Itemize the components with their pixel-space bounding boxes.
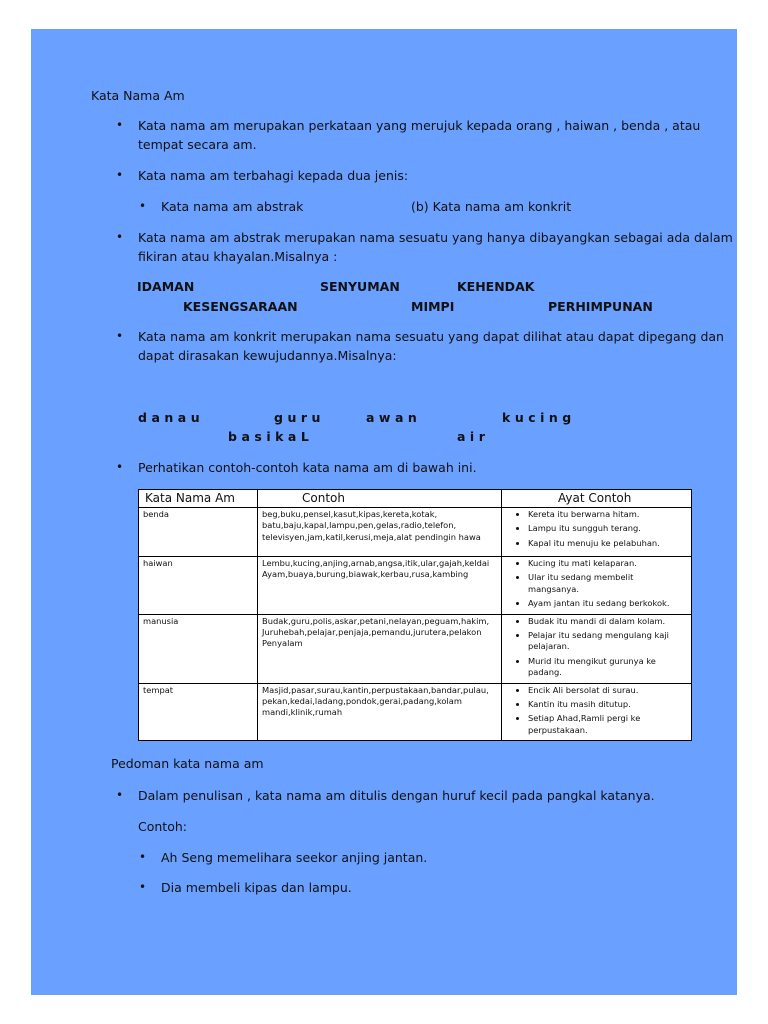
list-item: • Kantin itu masih ditutup. — [528, 699, 687, 710]
konkrit-word: awan — [366, 410, 422, 425]
para-6: Dalam penulisan , kata nama am ditulis dengan huruf kecil pada pangkal katanya. — [138, 788, 655, 803]
contoh-item: Ah Seng memelihara seekor anjing jantan. — [161, 850, 428, 865]
para-3-cont: fikiran atau khayalan.Misalnya : — [138, 249, 338, 264]
list-item: • Lampu itu sungguh terang. — [528, 523, 687, 534]
list-item: • Murid itu mengikut gurunya ke padang. — [528, 656, 687, 679]
para-2: Kata nama am terbahagi kepada dua jenis: — [138, 168, 409, 183]
table-row — [139, 557, 692, 615]
table-cell: benda — [139, 508, 258, 557]
abstrak-word: KEHENDAK — [457, 279, 535, 294]
jenis-konkrit: (b) Kata nama am konkrit — [411, 199, 572, 214]
table-cell: Budak,guru,polis,askar,petani,nelayan,peguam,hakim, Juruhebah,pelajar,penjaja,pemandu,jurutera,pelakon Penyalam — [258, 614, 502, 683]
para-4: Kata nama am konkrit merupakan nama sesuatu yang dapat dilihat atau dapat dipegang dan — [138, 329, 724, 344]
table-cell: tempat — [139, 683, 258, 741]
konkrit-word: basikaL — [228, 429, 314, 444]
abstrak-word: KESENGSARAAN — [183, 299, 298, 314]
para-1: Kata nama am merupakan perkataan yang merujuk kepada orang , haiwan , benda , atau — [138, 118, 701, 133]
bullet-icon: • — [116, 460, 124, 474]
para-3: Kata nama am abstrak merupakan nama sesuatu yang hanya dibayangkan sebagai ada dalam — [138, 230, 733, 245]
abstrak-word: PERHIMPUNAN — [548, 299, 653, 314]
bullet-icon: • — [116, 118, 124, 132]
list-item: • Ayam jantan itu sedang berkokok. — [528, 598, 687, 609]
table-header: Ayat Contoh — [502, 490, 692, 508]
table-cell — [502, 508, 692, 557]
table-cell — [502, 614, 692, 683]
list-item: • Kucing itu mati kelaparan. — [528, 558, 687, 569]
table-cell: Lembu,kucing,anjing,arnab,angsa,itik,ular,gajah,keldai Ayam,buaya,burung,biawak,kerbau,rusa,kambing — [258, 557, 502, 615]
bullet-icon: • — [116, 168, 124, 182]
para-1-cont: tempat secara am. — [138, 137, 257, 152]
table-row — [139, 683, 692, 741]
abstrak-word: SENYUMAN — [320, 279, 400, 294]
list-item: • Kereta itu berwarna hitam. — [528, 509, 687, 520]
para-4-cont: dapat dirasakan kewujudannya.Misalnya: — [138, 348, 397, 363]
pedoman-title: Pedoman kata nama am — [111, 756, 264, 771]
list-item: • Encik Ali bersolat di surau. — [528, 685, 687, 696]
bullet-icon: • — [116, 230, 124, 244]
list-item: • Setiap Ahad,Ramli pergi ke perpustakaan. — [528, 713, 687, 736]
konkrit-word: kucing — [502, 410, 576, 425]
list-item: • Ular itu sedang membelit mangsanya. — [528, 572, 687, 595]
para-5: Perhatikan contoh-contoh kata nama am di bawah ini. — [138, 460, 477, 475]
table-cell — [502, 557, 692, 615]
bullet-icon: • — [116, 329, 124, 343]
list-item: • Kapal itu menuju ke pelabuhan. — [528, 538, 687, 549]
konkrit-word: danau — [138, 410, 205, 425]
bullet-icon: • — [139, 850, 147, 864]
list-item: • Pelajar itu sedang mengulang kaji pelajaran. — [528, 630, 687, 653]
table-cell: haiwan — [139, 557, 258, 615]
section-title: Kata Nama Am — [91, 88, 185, 103]
table-row — [139, 508, 692, 557]
table-header: Contoh — [258, 490, 502, 508]
table-cell: beg,buku,pensel,kasut,kipas,kereta,kotak, batu,baju,kapal,lampu,pen,gelas,radio,telefon, televisyen,jam,katil,kerusi,meja,alat pendingin hawa — [258, 508, 502, 557]
bullet-icon: • — [139, 199, 147, 213]
list-item: • Budak itu mandi di dalam kolam. — [528, 616, 687, 627]
table-header-row — [139, 490, 692, 508]
jenis-abstrak: Kata nama am abstrak — [161, 199, 304, 214]
contoh-item: Dia membeli kipas dan lampu. — [161, 880, 352, 895]
table-cell: Masjid,pasar,surau,kantin,perpustakaan,bandar,pulau, pekan,kedai,ladang,pondok,gerai,padang,kolam mandi,klinik,rumah — [258, 683, 502, 741]
table-row — [139, 614, 692, 683]
contoh-label: Contoh: — [138, 819, 187, 834]
abstrak-word: MIMPI — [411, 299, 455, 314]
konkrit-word: guru — [274, 410, 325, 425]
table-cell: manusia — [139, 614, 258, 683]
table-cell — [502, 683, 692, 741]
bullet-icon: • — [116, 788, 124, 802]
konkrit-word: air — [457, 429, 490, 444]
bullet-icon: • — [139, 880, 147, 894]
kata-nama-table — [138, 489, 692, 741]
table-header: Kata Nama Am — [139, 490, 258, 508]
abstrak-word: IDAMAN — [137, 279, 195, 294]
